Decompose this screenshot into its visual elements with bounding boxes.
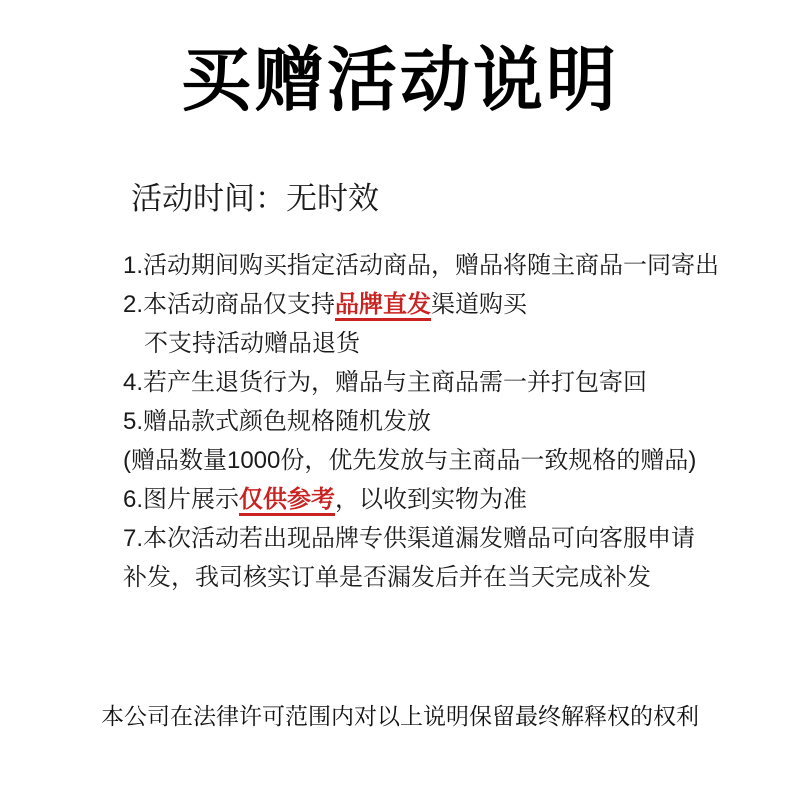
notice-text: ，以收到实物为准 [335,486,528,513]
notice-text: 渠道购买 [431,291,528,318]
notice-text: 5.赠品款式颜色规格随机发放 [123,408,432,435]
notice-line [123,402,733,441]
notice-text: 1.活动期间购买指定活动商品，赠品将随主商品一同寄出 [123,252,720,279]
notice-line [123,441,733,480]
notice-line [123,519,733,558]
legal-footer: 本公司在法律许可范围内对以上说明保留最终解释权的权利 [101,703,699,729]
notice-line [123,324,733,363]
highlighted-text: 仅供参考 [239,486,335,516]
highlighted-text: 品牌直发 [335,291,431,321]
notice-text: 补发，我司核实订单是否漏发后并在当天完成补发 [123,564,651,591]
page-title: 买赠活动说明 [181,41,619,119]
notice-text: 不支持活动赠品退货 [144,330,360,357]
notice-line [123,558,733,597]
notice-list [123,246,733,597]
activity-time-label: 活动时间：无时效 [131,181,379,216]
notice-line [123,246,733,285]
notice-line [123,480,733,519]
notice-text: 6.图片展示 [123,486,240,513]
notice-text: 2.本活动商品仅支持 [123,291,336,318]
notice-text: (赠品数量1000份，优先发放与主商品一致规格的赠品) [123,447,697,474]
notice-text: 7.本次活动若出现品牌专供渠道漏发赠品可向客服申请 [123,525,696,552]
notice-line [123,285,733,324]
notice-line [123,363,733,402]
notice-text: 4.若产生退货行为，赠品与主商品需一并打包寄回 [123,369,648,396]
